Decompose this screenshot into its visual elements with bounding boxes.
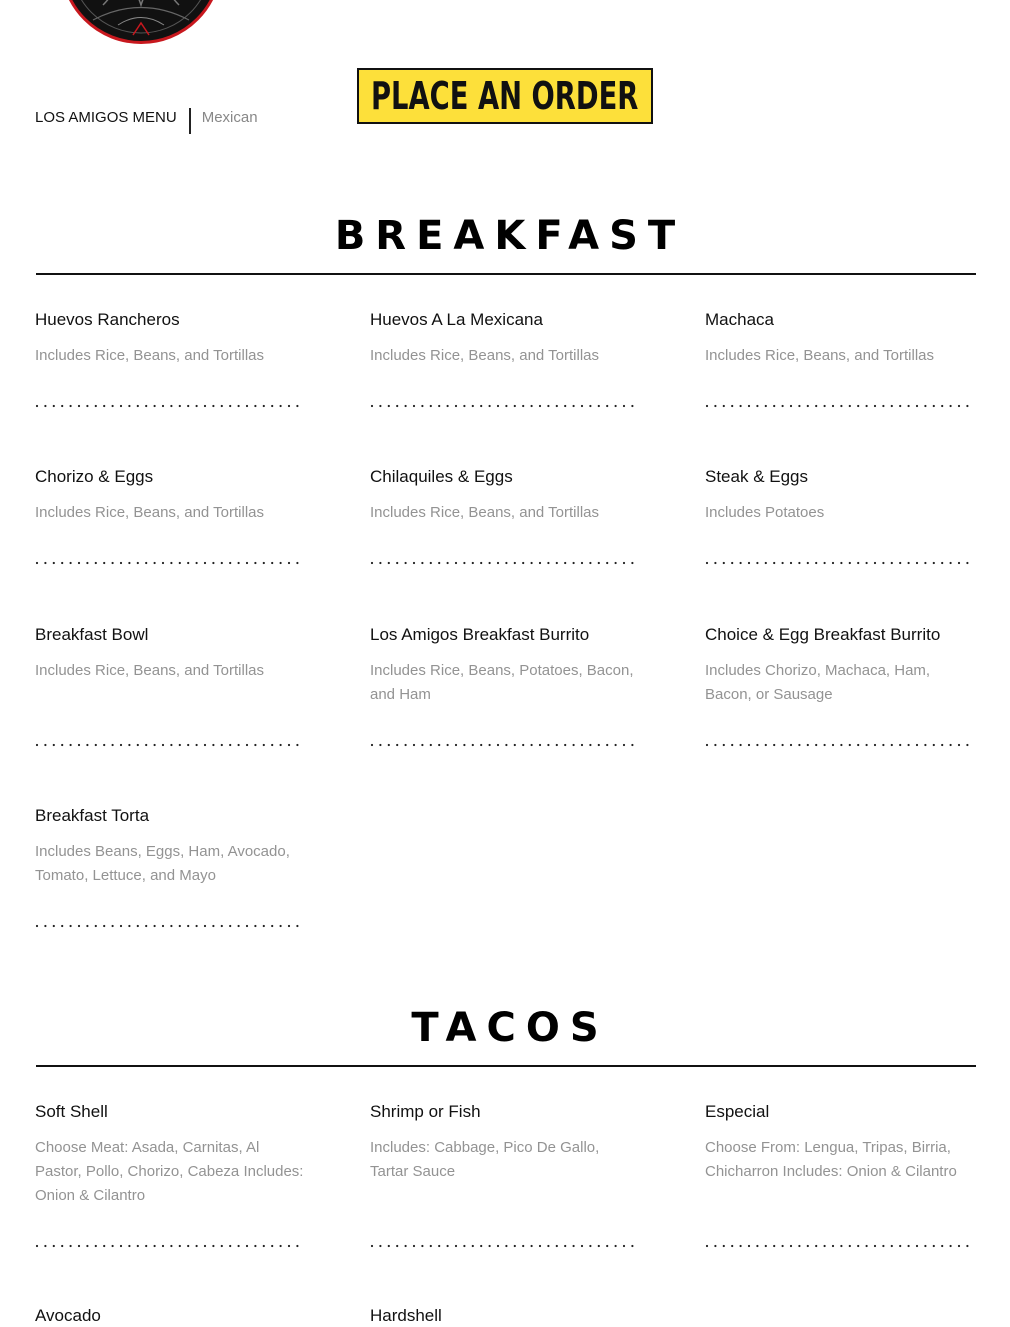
item-description: Includes Potatoes [705, 504, 825, 521]
item-description: Includes Rice, Beans, and Tortillas [370, 347, 600, 364]
restaurant-name: LOS AMIGOS MENU [35, 109, 177, 126]
place-order-button[interactable] [357, 68, 653, 124]
item-description: Includes Chorizo, Machaca, Ham, Bacon, or Sausage [705, 662, 931, 703]
item-name: Hardshell [370, 1306, 442, 1325]
item-description: Includes: Cabbage, Pico De Gallo, Tartar Sauce [370, 1139, 600, 1180]
item-description: Includes Rice, Beans, and Tortillas [35, 347, 265, 364]
item-name: Choice & Egg Breakfast Burrito [705, 625, 941, 644]
item-description: Includes Rice, Beans, Potatoes, Bacon, and Ham [370, 662, 634, 703]
item-name: Chorizo & Eggs [35, 467, 154, 486]
restaurant-logo [60, 0, 222, 44]
dotted-leader [35, 742, 305, 748]
section-divider [36, 1065, 976, 1067]
dotted-leader [705, 742, 975, 748]
dotted-leader [370, 560, 640, 566]
place-order-label: PLACE AN ORDER [371, 74, 639, 118]
item-name: Chilaquiles & Eggs [370, 467, 513, 486]
restaurant-header [35, 108, 258, 134]
item-description: Includes Beans, Eggs, Ham, Avocado, Tomato, Lettuce, and Mayo [35, 843, 290, 884]
item-description: Includes Rice, Beans, and Tortillas [35, 504, 265, 521]
item-description: Choose From: Lengua, Tripas, Birria, Chicharron Includes: Onion & Cilantro [705, 1139, 957, 1180]
dotted-leader [35, 1243, 305, 1249]
dotted-leader [35, 560, 305, 566]
section-title-breakfast: BREAKFAST [334, 213, 686, 259]
item-description: Choose Meat: Asada, Carnitas, Al Pastor, Pollo, Chorizo, Cabeza Includes: Onion & Cilantro [35, 1139, 304, 1204]
dotted-leader [370, 742, 640, 748]
item-description: Includes Rice, Beans, and Tortillas [705, 347, 935, 364]
cuisine-label: Mexican [201, 109, 258, 126]
dotted-leader [370, 1243, 640, 1249]
logo-artwork [63, 0, 219, 41]
item-description: Includes Rice, Beans, and Tortillas [35, 662, 265, 679]
header-divider [189, 108, 191, 134]
item-description: Includes Rice, Beans, and Tortillas [370, 504, 600, 521]
item-name: Los Amigos Breakfast Burrito [370, 625, 590, 644]
item-name: Especial [705, 1102, 770, 1121]
dotted-leader [370, 403, 640, 409]
section-divider [36, 273, 976, 275]
item-name: Machaca [705, 310, 774, 329]
dotted-leader [705, 560, 975, 566]
item-name: Soft Shell [35, 1102, 108, 1121]
item-name: Huevos A La Mexicana [370, 310, 543, 329]
item-name: Breakfast Torta [35, 806, 150, 825]
dotted-leader [35, 403, 305, 409]
section-title-tacos: TACOS [411, 1005, 609, 1051]
dotted-leader [705, 403, 975, 409]
item-name: Huevos Rancheros [35, 310, 180, 329]
item-name: Avocado [35, 1306, 101, 1325]
item-name: Steak & Eggs [705, 467, 809, 486]
dotted-leader [35, 923, 305, 929]
item-name: Breakfast Bowl [35, 625, 149, 644]
item-name: Shrimp or Fish [370, 1102, 481, 1121]
dotted-leader [705, 1243, 975, 1249]
